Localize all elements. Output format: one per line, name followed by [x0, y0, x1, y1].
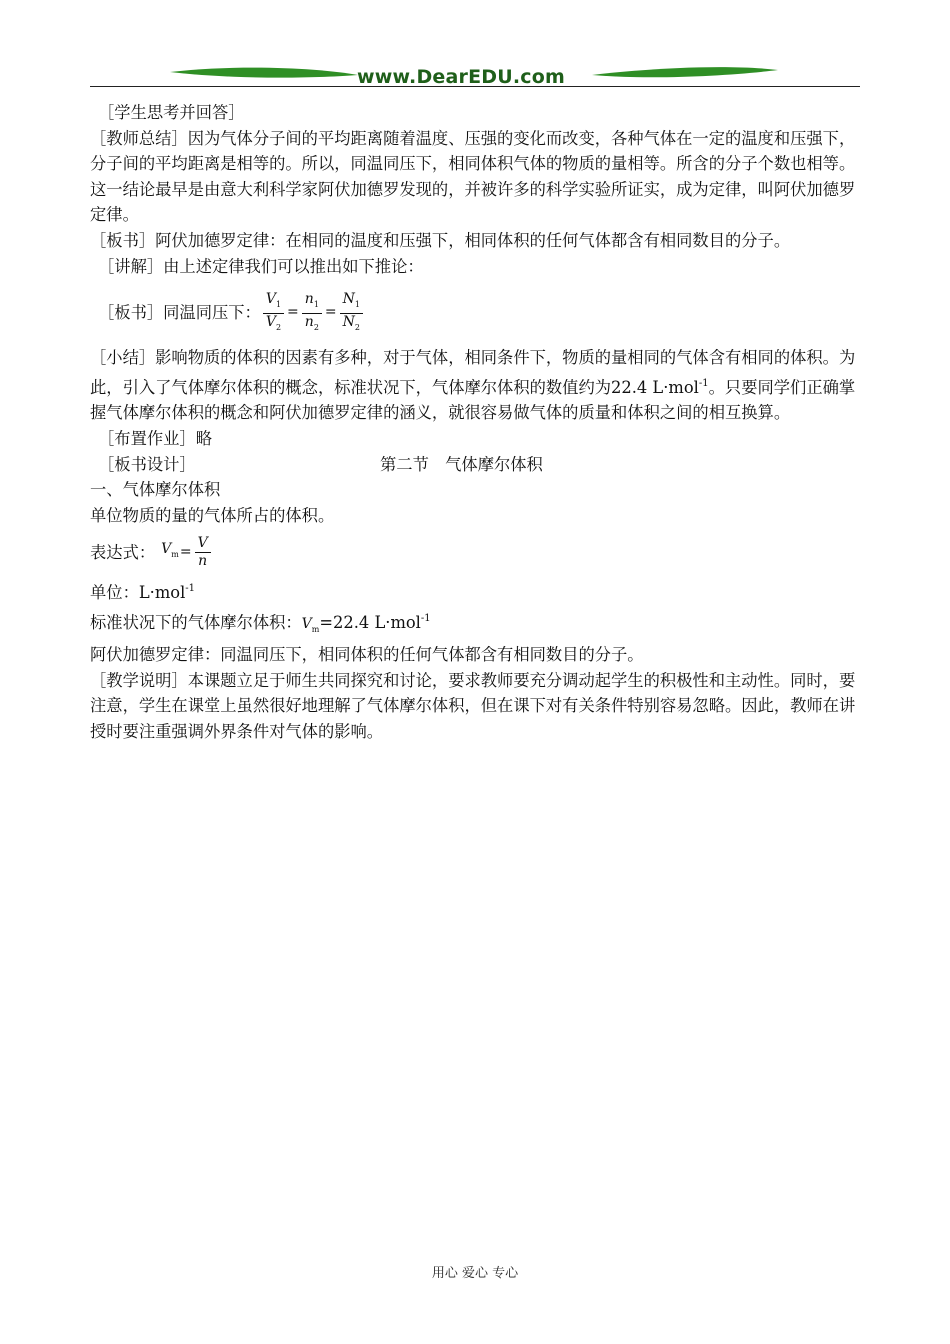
expression-label: 表达式：	[90, 542, 156, 562]
paragraph-teacher-summary: ［教师总结］因为气体分子间的平均距离随着温度、压强的变化而改变，各种气体在一定的温度和压强下，分子间的平均距离是相等的。所以，同温同压下，相同体积气体的物质的量相等。所含的分子个数也相等。这一结论最早是由意大利科学家阿伏加德罗发现的，并被许多的科学实验所证实，成为定律，叫阿伏加德罗定律。	[90, 128, 856, 225]
definition-molar-volume: 单位物质的量的气体所占的体积。	[90, 505, 335, 525]
paragraph-student-answer: ［学生思考并回答］	[98, 103, 245, 122]
paragraph-board-design: ［板书设计］ 第二节 气体摩尔体积	[98, 454, 543, 474]
paragraph-board-law: ［板书］阿伏加德罗定律：在相同的温度和压强下，相同体积的任何气体都含有相同数目的分子。	[90, 230, 791, 250]
fraction-N1-N2: $\frac{N_1}{N_2}$	[340, 291, 363, 336]
paragraph-explanation: ［讲解］由上述定律我们可以推出如下推论：	[98, 256, 424, 276]
paragraph-homework: ［布置作业］略	[98, 428, 212, 448]
corollary-formula-row	[90, 285, 862, 341]
fraction-n1-n2: $\frac{n_1}{n_2}$	[302, 291, 322, 336]
paragraph-teaching-notes: ［教学说明］本课题立足于师生共同探究和讨论，要求教师要充分调动起学生的积极性和主动性。同时，要注意，学生在课堂上虽然很好地理解了气体摩尔体积，但在课下对有关条件特别容易忽略。因此，教师在讲授时要注重强调外界条件对气体的影响。	[90, 670, 856, 742]
equals-sign: =	[324, 304, 337, 321]
formula-label: ［板书］同温同压下：	[98, 303, 261, 323]
standard-molar-volume-line: 标准状况下的气体摩尔体积：$V_m=22.4$ L·mol$^{-1}$	[90, 612, 431, 634]
page-footer: 用心 爱心 专心	[431, 1266, 519, 1281]
expression-row: 表达式： $V_m$ = $\frac{V}{n}$	[90, 528, 862, 576]
unit-line: 单位：L·mol$^{-1}$	[90, 583, 196, 603]
document-body	[90, 100, 862, 745]
paragraph-summary: ［小结］影响物质的体积的因素有多种，对于气体，相同条件下，物质的量相同的气体含有相同的体积。为此，引入了气体摩尔体积的概念，标准状况下，气体摩尔体积的数值约为22.4 L·mol$^{-1}$。只要同学们正确掌握气体摩尔体积的概念和阿伏加德罗定律的涵义，就很容易做气体的质量和体积之间的相互换算。	[90, 348, 856, 423]
site-logo-text[interactable]: www.DearEDU.com	[357, 66, 566, 88]
fraction-v1-v2: $\frac{V_1}{V_2}$	[263, 291, 284, 336]
heading-molar-volume: 一、气体摩尔体积	[90, 480, 221, 500]
avogadro-law-line: 阿伏加德罗定律：同温同压下，相同体积的任何气体都含有相同数目的分子。	[90, 645, 644, 665]
fraction-V-n: $\frac{V}{n}$	[195, 535, 211, 570]
equals-sign: =	[287, 304, 299, 321]
header-divider	[90, 86, 860, 87]
